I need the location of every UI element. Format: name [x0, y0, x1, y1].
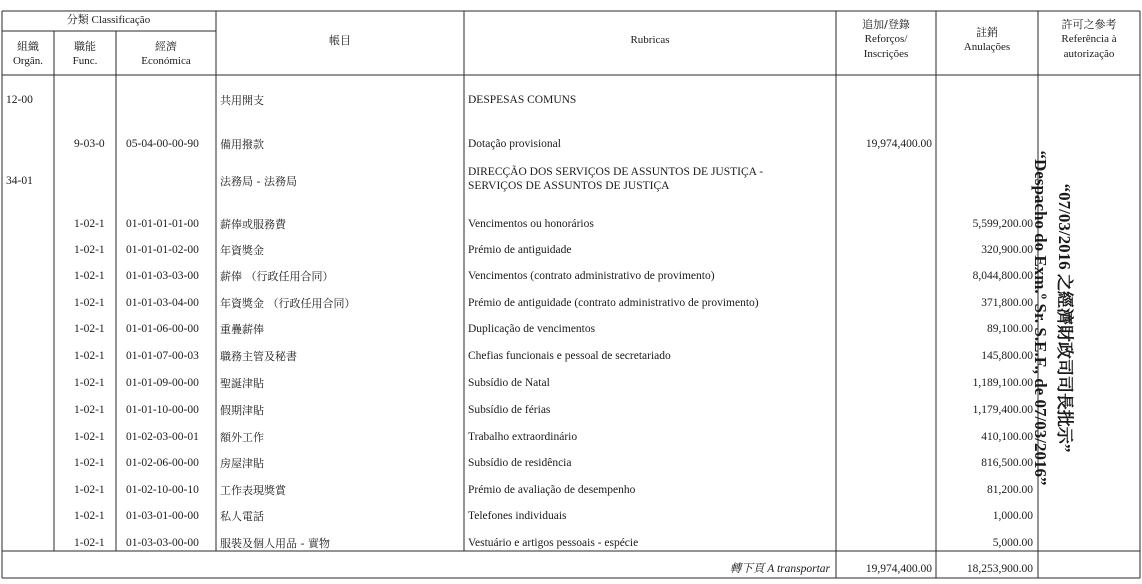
row-org: 12-00: [6, 94, 33, 106]
row-eco: 01-01-09-00-00: [126, 377, 199, 389]
row-heading-pt: Prémio de antiguidade (contrato administrativo de provimento): [468, 297, 759, 309]
economic-header-zh: 經濟: [155, 40, 177, 53]
row-func: 1-02-1: [74, 377, 105, 389]
row-heading-pt: Trabalho extraordinário: [468, 431, 578, 443]
row-heading-pt: Prémio de antiguidade: [468, 244, 572, 256]
row-heading-zh: 共用開支: [220, 94, 264, 107]
row-eco: 01-01-01-01-00: [126, 218, 199, 230]
row-heading-pt: Chefias funcionais e pessoal de secretariado: [468, 350, 671, 362]
authorization-header-zh: 許可之參考: [1061, 18, 1117, 31]
row-annulment: 1,189,100.00: [972, 377, 1033, 389]
row-func: 1-02-1: [74, 431, 105, 443]
row-func: 1-02-1: [74, 350, 105, 362]
row-heading-pt: Dotação provisional: [468, 138, 561, 150]
row-heading-pt: Subsídio de Natal: [468, 377, 550, 389]
heading-pt-header: Rubricas: [630, 34, 670, 46]
row-eco: 01-01-03-03-00: [126, 270, 199, 282]
row-heading-zh: 備用撥款: [220, 138, 264, 151]
row-func: 1-02-1: [74, 484, 105, 496]
row-eco: 01-02-03-00-01: [126, 431, 199, 443]
economic-header-pt: Económica: [141, 55, 191, 67]
classification-header: 分類 Classificação: [66, 14, 151, 26]
row-annulment: 1,000.00: [992, 510, 1033, 522]
row-heading-zh: 重疊薪俸: [220, 323, 264, 336]
row-heading-pt-line2: SERVIÇOS DE ASSUNTOS DE JUSTIÇA: [468, 180, 670, 192]
reinforcements-header-zh: 追加/登錄: [862, 18, 910, 31]
row-heading-pt: Duplicação de vencimentos: [468, 323, 596, 335]
row-heading-pt: Subsídio de residência: [468, 457, 572, 469]
row-eco: 01-01-07-00-03: [126, 350, 199, 362]
row-heading-zh: 薪俸或服務費: [220, 218, 286, 231]
annulments-header-pt: Anulações: [963, 41, 1011, 53]
row-annulment: 410,100.00: [981, 431, 1033, 443]
row-annulment: 1,179,400.00: [972, 404, 1033, 416]
row-heading-pt: DIRECÇÃO DOS SERVIÇOS DE ASSUNTOS DE JUSTIÇA -: [468, 166, 764, 178]
row-heading-zh: 房屋津貼: [220, 457, 264, 470]
row-eco: 01-01-06-00-00: [126, 323, 199, 335]
authorization-note-zh: “07/03/2016 之經濟財政司司長批示”: [1055, 183, 1074, 453]
row-heading-zh: 私人電話: [220, 510, 264, 523]
row-heading-pt: DESPESAS COMUNS: [468, 94, 577, 106]
row-heading-pt: Telefones individuais: [468, 510, 567, 522]
row-heading-pt: Vestuário e artigos pessoais - espécie: [468, 537, 639, 549]
functional-header-pt: Func.: [72, 55, 98, 67]
row-heading-zh: 職務主管及秘書: [220, 350, 297, 363]
row-func: 1-02-1: [74, 297, 105, 309]
row-heading-pt: Subsídio de férias: [468, 404, 551, 416]
row-heading-zh: 額外工作: [220, 431, 264, 444]
row-annulment: 145,800.00: [981, 350, 1033, 362]
row-eco: 01-03-01-00-00: [126, 510, 199, 522]
row-eco: 01-01-01-02-00: [126, 244, 199, 256]
row-annulment: 8,044,800.00: [972, 270, 1033, 282]
row-reinforcement: 19,974,400.00: [865, 138, 932, 150]
row-annulment: 81,200.00: [987, 484, 1033, 496]
row-eco: 05-04-00-00-90: [126, 138, 199, 150]
reinforcements-header-pt1: Reforços/: [864, 33, 908, 45]
row-eco: 01-01-03-04-00: [126, 297, 199, 309]
reinforcements-header-pt2: Inscrições: [863, 48, 909, 60]
row-func: 1-02-1: [74, 270, 105, 282]
row-heading-zh: 薪俸 （行政任用合同）: [220, 270, 334, 283]
row-heading-pt: Vencimentos (contrato administrativo de provimento): [468, 270, 715, 282]
functional-header-zh: 職能: [74, 40, 96, 53]
authorization-header-pt2: autorização: [1063, 48, 1115, 60]
row-func: 1-02-1: [74, 510, 105, 522]
row-func: 1-02-1: [74, 457, 105, 469]
organic-header-pt: Orgân.: [12, 55, 44, 67]
row-annulment: 5,000.00: [992, 537, 1033, 549]
row-heading-zh: 年資獎金: [220, 244, 264, 257]
row-heading-zh: 年資獎金 （行政任用合同）: [220, 297, 356, 310]
row-func: 1-02-1: [74, 404, 105, 416]
row-heading-zh: 假期津貼: [220, 404, 264, 417]
transport-reinforcement-total: 19,974,400.00: [865, 563, 932, 575]
transport-label: 轉下頁 A transportar: [729, 563, 830, 575]
row-heading-zh: 服裝及個人用品 - 實物: [220, 537, 330, 550]
row-eco: 01-02-10-00-10: [126, 484, 199, 496]
row-eco: 01-01-10-00-00: [126, 404, 199, 416]
row-func: 1-02-1: [74, 323, 105, 335]
row-heading-zh: 法務局 - 法務局: [220, 175, 297, 188]
row-annulment: 5,599,200.00: [972, 218, 1033, 230]
row-annulment: 89,100.00: [987, 323, 1033, 335]
row-heading-zh: 聖誕津貼: [220, 377, 264, 390]
row-heading-pt: Prémio de avaliação de desempenho: [468, 484, 636, 496]
row-annulment: 371,800.00: [981, 297, 1033, 309]
row-func: 1-02-1: [74, 244, 105, 256]
heading-zh-header: 帳目: [329, 34, 351, 47]
row-heading-zh: 工作表現獎賞: [220, 484, 286, 497]
row-func: 9-03-0: [74, 138, 105, 150]
annulments-header-zh: 註銷: [976, 26, 998, 39]
row-func: 1-02-1: [74, 218, 105, 230]
authorization-header-pt1: Referência à: [1061, 33, 1117, 45]
row-org: 34-01: [6, 175, 33, 187]
row-annulment: 320,900.00: [981, 244, 1033, 256]
row-eco: 01-03-03-00-00: [126, 537, 199, 549]
row-func: 1-02-1: [74, 537, 105, 549]
transport-annulment-total: 18,253,900.00: [966, 563, 1033, 575]
organic-header-zh: 組織: [17, 40, 39, 53]
row-annulment: 816,500.00: [981, 457, 1033, 469]
row-heading-pt: Vencimentos ou honorários: [468, 218, 594, 230]
authorization-note-pt: “Despacho do Exm.º Sr. S.E.F., de 07/03/2016”: [1031, 150, 1050, 486]
row-eco: 01-02-06-00-00: [126, 457, 199, 469]
